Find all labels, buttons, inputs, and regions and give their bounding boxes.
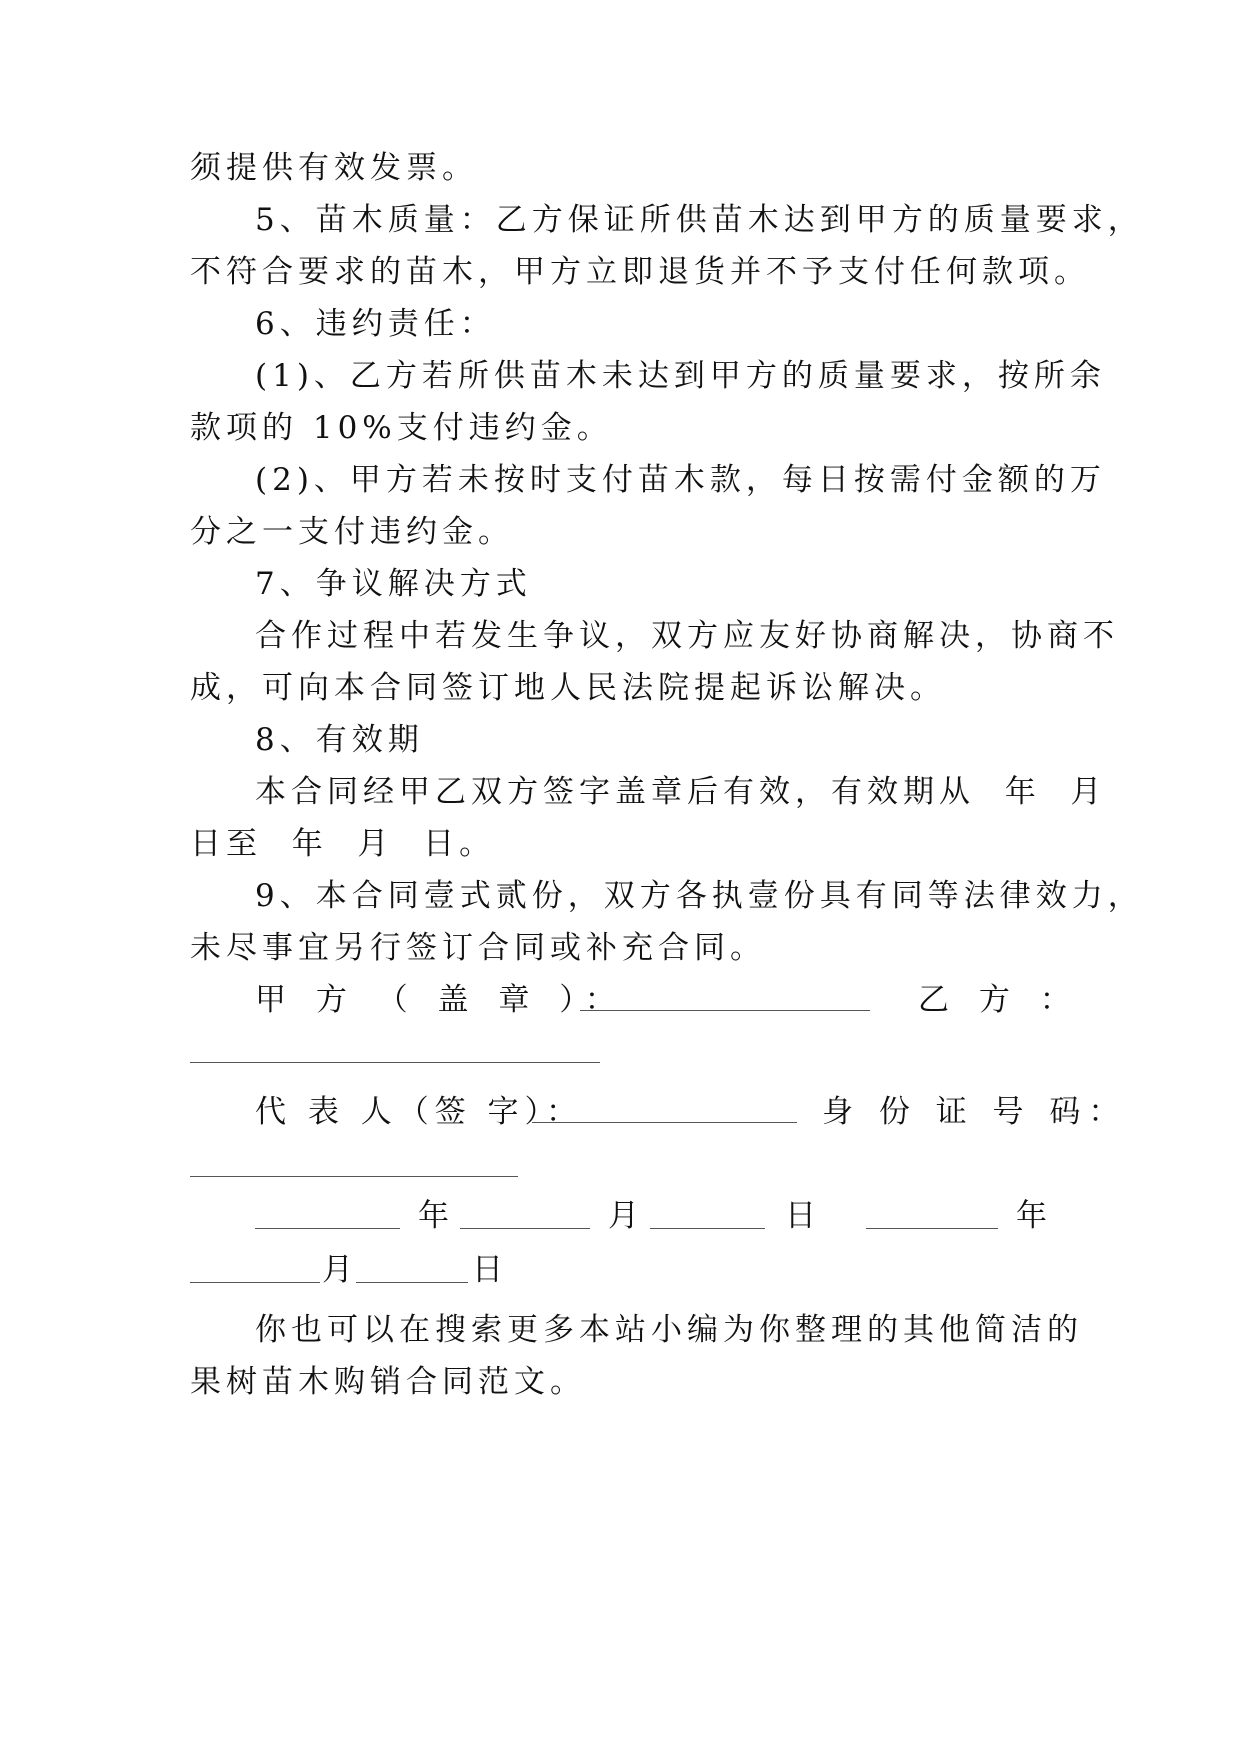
party-b-blank xyxy=(190,1062,600,1063)
paragraph-line: 未尽事宜另行签订合同或补充合同。 xyxy=(190,930,766,966)
paragraph-line: 本合同经甲乙双方签字盖章后有效，有效期从 年 月 xyxy=(255,774,1107,810)
paragraph-line: 须提供有效发票。 xyxy=(190,150,478,186)
paragraph-line: 款项的 10%支付违约金。 xyxy=(190,410,613,446)
party-a-label: 甲 方 （ 盖 章 ）： xyxy=(255,982,626,1018)
date-b-year-blank xyxy=(866,1228,998,1229)
date-b-month-blank xyxy=(190,1282,320,1283)
date-a-year-blank xyxy=(255,1228,400,1229)
id-number-blank xyxy=(190,1176,518,1177)
id-number-label: 身 份 证 号 码： xyxy=(822,1094,1128,1130)
date-b-day-blank xyxy=(356,1282,468,1283)
representative-blank xyxy=(532,1122,797,1123)
date-a-year-label: 年 xyxy=(418,1198,449,1234)
representative-label: 代 表 人（签 字）： xyxy=(255,1094,584,1130)
date-b-day-label: 日 xyxy=(472,1252,503,1288)
paragraph-line: 不符合要求的苗木，甲方立即退货并不予支付任何款项。 xyxy=(190,254,1090,290)
section-heading: 7、争议解决方式 xyxy=(255,566,532,602)
date-a-day-label: 日 xyxy=(785,1198,816,1234)
date-b-year-label: 年 xyxy=(1016,1198,1047,1234)
paragraph-line: 成，可向本合同签订地人民法院提起诉讼解决。 xyxy=(190,670,946,706)
party-b-label: 乙 方 ： xyxy=(918,982,1081,1018)
paragraph-line: 5、苗木质量：乙方保证所供苗木达到甲方的质量要求， xyxy=(255,202,1144,238)
date-b-month-label: 月 xyxy=(322,1252,353,1288)
paragraph-line: 果树苗木购销合同范文。 xyxy=(190,1364,586,1400)
date-a-day-blank xyxy=(650,1228,765,1229)
paragraph-line: 9、本合同壹式贰份，双方各执壹份具有同等法律效力， xyxy=(255,878,1144,914)
party-a-blank xyxy=(580,1010,870,1011)
section-heading: 6、违约责任： xyxy=(255,306,496,342)
paragraph-line: 分之一支付违约金。 xyxy=(190,514,514,550)
paragraph-line: (1)、乙方若所供苗木未达到甲方的质量要求，按所余 xyxy=(255,358,1106,394)
paragraph-line: 合作过程中若发生争议，双方应友好协商解决，协商不 xyxy=(255,618,1119,654)
date-a-month-label: 月 xyxy=(608,1198,639,1234)
paragraph-line: (2)、甲方若未按时支付苗木款，每日按需付金额的万 xyxy=(255,462,1106,498)
date-a-month-blank xyxy=(460,1228,590,1229)
section-heading: 8、有效期 xyxy=(255,722,424,758)
paragraph-line: 日至 年 月 日。 xyxy=(190,826,496,862)
paragraph-line: 你也可以在搜索更多本站小编为你整理的其他简洁的 xyxy=(255,1312,1083,1348)
